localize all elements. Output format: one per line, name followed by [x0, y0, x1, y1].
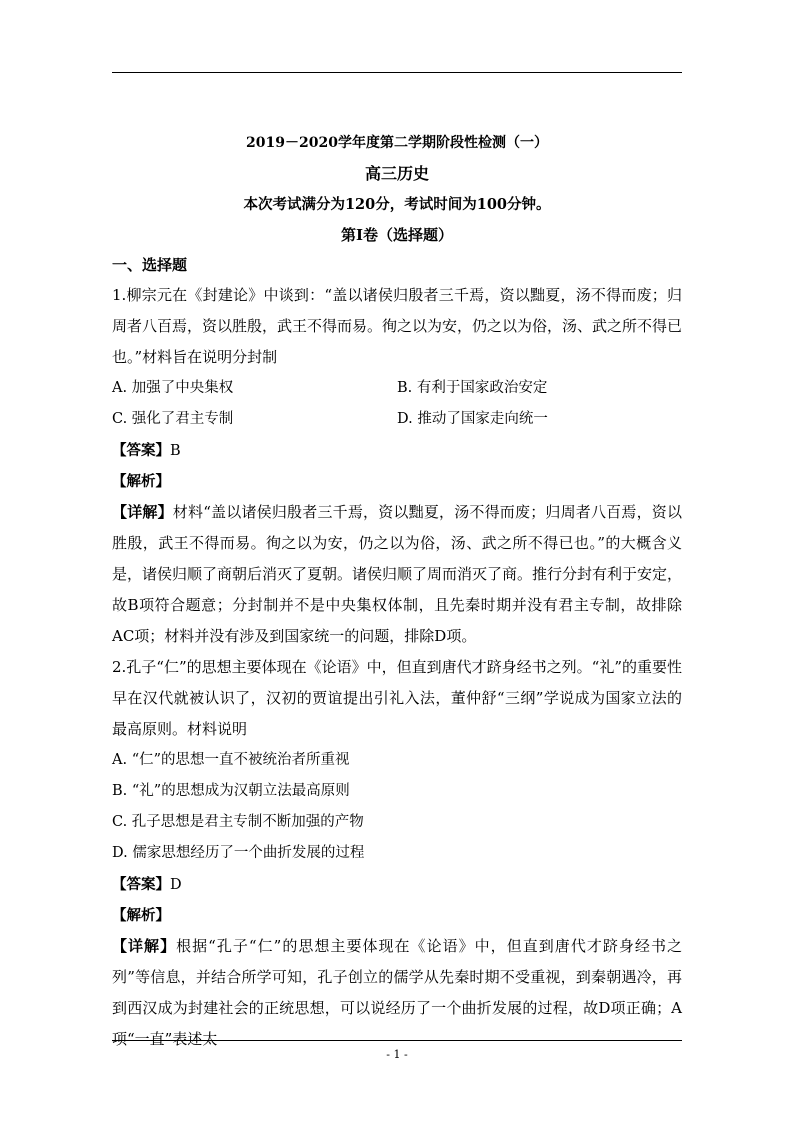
question-1-detail: [112, 497, 682, 652]
header-rule: [112, 72, 682, 73]
question-1-options-row-1: [112, 373, 682, 404]
question-1-analysis: [112, 466, 682, 497]
analysis-tag: 【解析】: [112, 473, 170, 490]
detail-text: 材料“盖以诸侯归殷者三千焉，资以黜夏，汤不得而废；归周者八百焉，资以胜殷，武王不得而易。徇之以为安，仍之以为俗，汤、武之所不得已也。”的大概含义是，诸侯归顺了商朝后消灭了夏朝。诸侯归顺了周而消灭了商。推行分封有利于安定，故B项符合题意；分封制并不是中央集权体制，且先秦时期并没有君主专制，故排除AC项；材料并没有涉及到国家统一的问题，排除D项。: [112, 503, 683, 645]
question-2-option-d: D. 儒家思想经历了一个曲折发展的过程: [112, 845, 365, 861]
section-heading: 一、选择题: [112, 256, 188, 274]
document-body: [112, 128, 682, 1055]
question-2-stem: 2.孔子“仁”的思想主要体现在《论语》中，但直到唐代才跻身经书之列。“礼”的重要性早在汉代就被认识了，汉初的贾谊提出引礼入法，董仲舒“三纲”学说成为国家立法的最高原则。材料说明: [112, 658, 682, 738]
volume-title: 第Ⅰ卷（选择题）: [340, 226, 454, 244]
question-1-answer: [112, 435, 682, 466]
question-1-option-a: A. 加强了中央集权: [112, 380, 234, 396]
question-1-options-row-2: [112, 404, 682, 435]
question-2-option-c: C. 孔子思想是君主专制不断加强的产物: [112, 814, 364, 830]
question-2-answer: [112, 869, 682, 900]
question-1-stem: 1.柳宗元在《封建论》中谈到：“盖以诸侯归殷者三千焉，资以黜夏，汤不得而废；归周者八百焉，资以胜殷，武王不得而易。徇之以为安，仍之以为俗，汤、武之所不得已也。”材料旨在说明分封制: [112, 286, 683, 366]
answer-tag: 【答案】: [112, 876, 170, 893]
question-2-analysis: [112, 900, 682, 931]
question-2-option-a: A. “仁”的思想一直不被统治者所重视: [112, 752, 350, 768]
exam-info: 本次考试满分为120分，考试时间为100分钟。: [243, 196, 551, 213]
answer-tag: 【答案】: [112, 442, 170, 459]
page-number: - 1 -: [386, 1048, 408, 1061]
detail-text: 根据“孔子“仁”的思想主要体现在《论语》中，但直到唐代才跻身经书之列”等信息，并结合所学可知，孔子创立的儒学从先秦时期不受重视，到秦朝遇冷，再到西汉成为封建社会的正统思想，可以说经历了一个曲折发展的过程，故D项正确；A项“一直”表述太: [112, 937, 682, 1048]
answer-value: B: [170, 443, 181, 459]
detail-tag: 【详解】: [112, 503, 173, 521]
subject-title: 高三历史: [364, 164, 429, 183]
exam-title: 2019－2020学年度第二学期阶段性检测（一）: [246, 135, 548, 151]
question-2-option-b: B. “礼”的思想成为汉朝立法最高原则: [112, 783, 350, 799]
analysis-tag: 【解析】: [112, 907, 170, 924]
question-2-detail: [112, 931, 682, 1055]
question-1-option-b: B. 有利于国家政治安定: [397, 380, 548, 396]
answer-value: D: [170, 877, 182, 893]
question-1-option-d: D. 推动了国家走向统一: [397, 411, 548, 427]
footer-rule: [112, 1040, 682, 1041]
question-1-option-c: C. 强化了君主专制: [112, 411, 234, 427]
detail-tag: 【详解】: [112, 937, 177, 955]
